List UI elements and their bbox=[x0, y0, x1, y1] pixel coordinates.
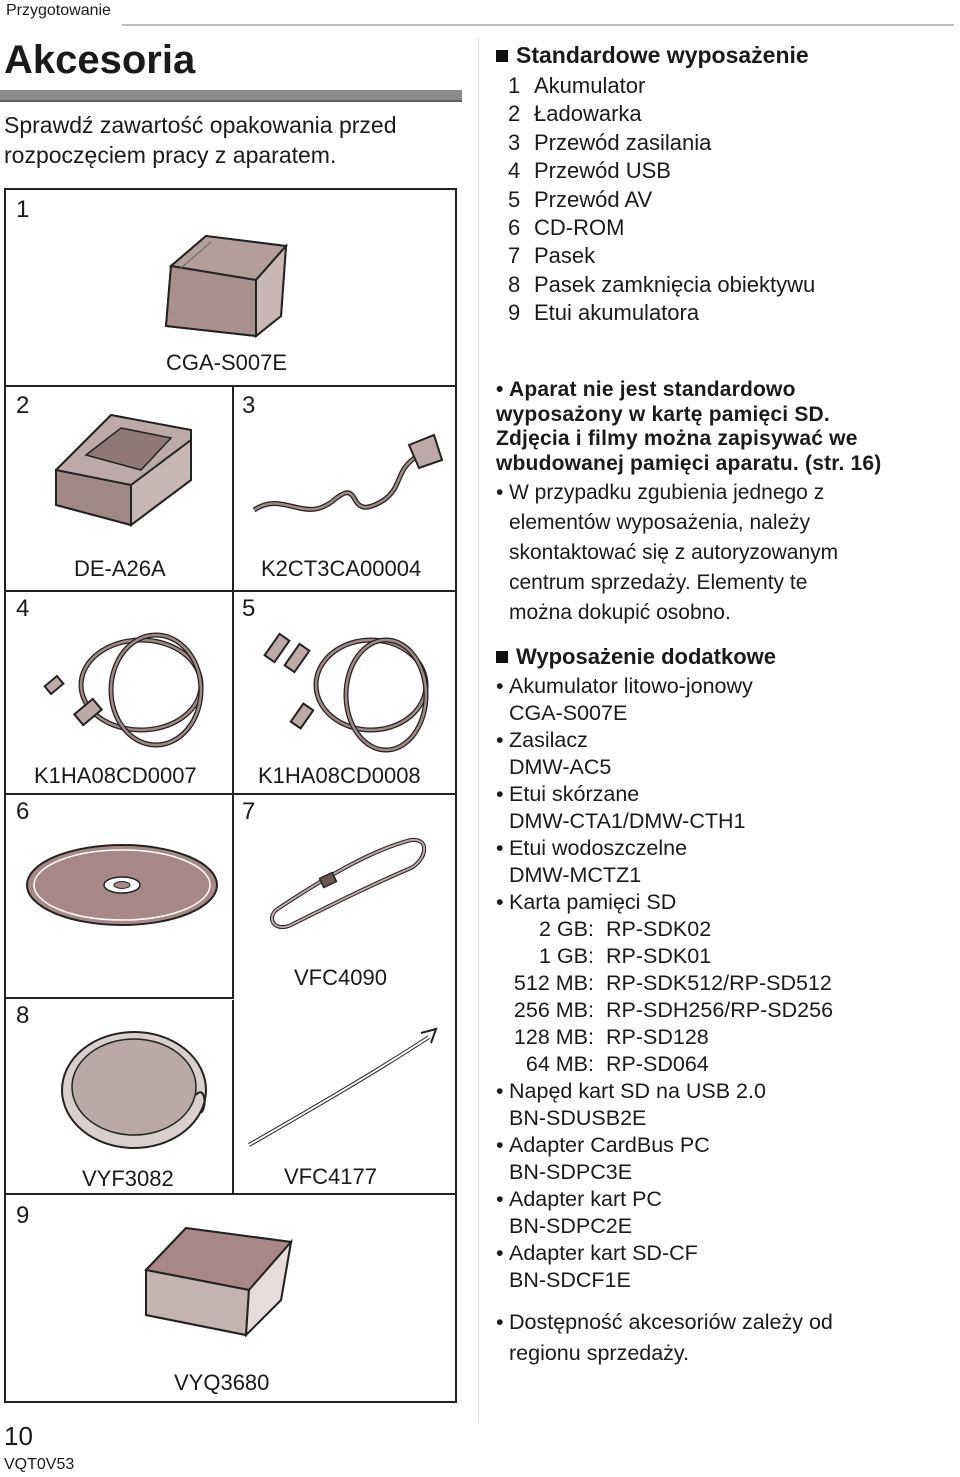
item-number: 5 bbox=[508, 186, 521, 212]
item-number: 3 bbox=[508, 129, 521, 155]
sd-capacity: 1 GB: bbox=[539, 944, 594, 968]
accessories-figure bbox=[4, 188, 457, 1403]
option-name: • Adapter kart SD-CF bbox=[496, 1240, 946, 1267]
power-cord-icon bbox=[244, 430, 444, 540]
optional-equipment-list bbox=[496, 673, 946, 1294]
item-model: VFC4177 bbox=[284, 1164, 377, 1189]
item-label: Pasek bbox=[534, 243, 596, 269]
standard-equipment-heading bbox=[496, 42, 809, 69]
sd-model: RP-SD064 bbox=[606, 1052, 709, 1076]
option-name: • Napęd kart SD na USB 2.0 bbox=[496, 1078, 946, 1105]
heading-text: Standardowe wyposażenie bbox=[516, 42, 809, 68]
battery-case-icon bbox=[141, 1220, 301, 1340]
title-underline bbox=[0, 90, 462, 102]
document-code: VQT0V53 bbox=[4, 1456, 75, 1473]
lens-cap-string-icon bbox=[241, 1025, 441, 1155]
item-label: Ładowarka bbox=[534, 101, 642, 127]
option-model: BN-SDPC2E bbox=[509, 1214, 633, 1238]
note-line: Zdjęcia i filmy można zapisywać we bbox=[496, 427, 858, 450]
square-bullet-icon bbox=[496, 50, 508, 62]
usb-cable-icon bbox=[31, 610, 221, 760]
sd-capacity: 64 MB: bbox=[525, 1052, 594, 1076]
standard-equipment-list bbox=[508, 72, 815, 328]
intro-line: rozpoczęciem pracy z aparatem. bbox=[4, 142, 337, 168]
figure-col-divider bbox=[232, 385, 234, 997]
list-item bbox=[508, 100, 815, 128]
item-number: 8 bbox=[16, 1002, 30, 1029]
item-model: K2CT3CA00004 bbox=[261, 556, 422, 581]
note-line: centrum sprzedaży. Elementy te bbox=[509, 571, 808, 594]
item-number: 7 bbox=[508, 243, 521, 269]
option-name: • Akumulator litowo-jonowy bbox=[496, 673, 946, 700]
sd-card-table bbox=[496, 916, 946, 1078]
item-number: 8 bbox=[508, 271, 521, 297]
option-model: DMW-AC5 bbox=[509, 755, 612, 779]
option-name: • Etui skórzane bbox=[496, 781, 946, 808]
figure-col-divider bbox=[232, 1000, 234, 1193]
item-number: 6 bbox=[508, 215, 521, 241]
figure-row-divider bbox=[6, 997, 234, 999]
item-number: 4 bbox=[16, 595, 30, 622]
cd-rom-icon bbox=[24, 840, 224, 930]
sd-model: RP-SDK512/RP-SD512 bbox=[606, 971, 832, 995]
intro-line: Sprawdź zawartość opakowania przed bbox=[4, 112, 397, 138]
item-label: Pasek zamknięcia obiektywu bbox=[534, 271, 816, 297]
note-line: wbudowanej pamięci aparatu. (str. 16) bbox=[496, 451, 882, 475]
av-cable-icon bbox=[251, 610, 446, 760]
figure-row-divider bbox=[6, 793, 455, 795]
item-number: 1 bbox=[508, 73, 521, 98]
item-label: Akumulator bbox=[534, 73, 646, 98]
note-line: regionu sprzedaży. bbox=[509, 1341, 690, 1365]
item-number: 2 bbox=[508, 101, 521, 127]
sd-capacity: 2 GB: bbox=[539, 917, 594, 941]
option-name: • Adapter CardBus PC bbox=[496, 1132, 946, 1159]
note-line: • W przypadku zgubienia jednego z bbox=[496, 478, 946, 508]
figure-row-divider bbox=[6, 385, 455, 387]
note-line: • Dostępność akcesoriów zależy od bbox=[496, 1307, 946, 1338]
option-model: BN-SDCF1E bbox=[509, 1268, 631, 1292]
intro-text bbox=[4, 110, 396, 170]
item-label: Przewód zasilania bbox=[534, 129, 712, 155]
option-name: • Karta pamięci SD bbox=[496, 889, 946, 916]
item-number: 3 bbox=[242, 392, 256, 419]
item-model: CGA-S007E bbox=[166, 350, 288, 375]
item-number: 1 bbox=[16, 196, 30, 223]
square-bullet-icon bbox=[496, 651, 508, 663]
item-model: K1HA08CD0007 bbox=[34, 763, 197, 788]
sd-capacity: 256 MB: bbox=[513, 998, 594, 1022]
sd-capacity: 512 MB: bbox=[513, 971, 594, 995]
sd-model: RP-SDK02 bbox=[606, 917, 712, 941]
list-item bbox=[508, 214, 815, 242]
availability-note bbox=[496, 1307, 946, 1369]
optional-equipment-heading bbox=[496, 644, 776, 670]
item-model: DE-A26A bbox=[74, 556, 166, 581]
item-number: 7 bbox=[242, 798, 256, 825]
strap-icon bbox=[261, 830, 441, 940]
note-line: można dokupić osobno. bbox=[509, 601, 731, 624]
list-item bbox=[508, 271, 815, 299]
lost-accessory-note bbox=[496, 478, 946, 628]
item-number: 9 bbox=[508, 300, 521, 326]
item-number: 6 bbox=[16, 798, 30, 825]
note-line: elementów wyposażenia, należy bbox=[509, 511, 811, 534]
list-item bbox=[508, 186, 815, 214]
heading-text: Wyposażenie dodatkowe bbox=[516, 644, 776, 669]
item-number: 9 bbox=[16, 1202, 30, 1229]
charger-icon bbox=[51, 410, 201, 530]
option-name: • Zasilacz bbox=[496, 727, 946, 754]
section-label: Przygotowanie bbox=[6, 2, 111, 19]
note-line: wyposażony w kartę pamięci SD. bbox=[496, 402, 830, 426]
item-label: Etui akumulatora bbox=[534, 300, 700, 326]
option-model: BN-SDPC3E bbox=[509, 1160, 633, 1184]
list-item bbox=[508, 299, 815, 327]
list-item bbox=[508, 157, 815, 185]
sd-model: RP-SDH256/RP-SD256 bbox=[606, 998, 834, 1022]
list-item bbox=[508, 129, 815, 157]
item-number: 2 bbox=[16, 392, 30, 419]
item-model: K1HA08CD0008 bbox=[258, 763, 421, 788]
figure-row-divider bbox=[6, 1193, 455, 1195]
sd-model: RP-SD128 bbox=[606, 1025, 709, 1049]
sd-card-note bbox=[496, 378, 946, 476]
column-divider bbox=[478, 38, 479, 1423]
item-label: Przewód USB bbox=[534, 158, 671, 184]
page-title: Akcesoria bbox=[4, 38, 196, 82]
sd-model: RP-SDK01 bbox=[606, 944, 712, 968]
lens-cap-icon bbox=[56, 1025, 216, 1155]
item-label: CD-ROM bbox=[534, 215, 625, 241]
option-model: DMW-MCTZ1 bbox=[509, 863, 642, 887]
item-label: Przewód AV bbox=[534, 186, 653, 212]
figure-row-divider bbox=[6, 590, 455, 592]
option-name: • Adapter kart PC bbox=[496, 1186, 946, 1213]
item-number: 5 bbox=[242, 595, 256, 622]
note-line: • Aparat nie jest standardowo bbox=[496, 378, 946, 403]
option-model: CGA-S007E bbox=[509, 701, 628, 725]
header-rule bbox=[122, 24, 954, 26]
battery-icon bbox=[161, 228, 291, 328]
item-number: 4 bbox=[508, 158, 521, 184]
note-line: skontaktować się z autoryzowanym bbox=[509, 541, 839, 564]
item-model: VFC4090 bbox=[294, 965, 387, 990]
sd-capacity: 128 MB: bbox=[513, 1025, 594, 1049]
page-number: 10 bbox=[4, 1421, 33, 1451]
list-item bbox=[508, 72, 815, 100]
list-item bbox=[508, 242, 815, 270]
item-model: VYQ3680 bbox=[174, 1370, 270, 1395]
option-model: BN-SDUSB2E bbox=[509, 1106, 647, 1130]
option-model: DMW-CTA1/DMW-CTH1 bbox=[509, 809, 746, 833]
item-model: VYF3082 bbox=[82, 1166, 174, 1191]
option-name: • Etui wodoszczelne bbox=[496, 835, 946, 862]
